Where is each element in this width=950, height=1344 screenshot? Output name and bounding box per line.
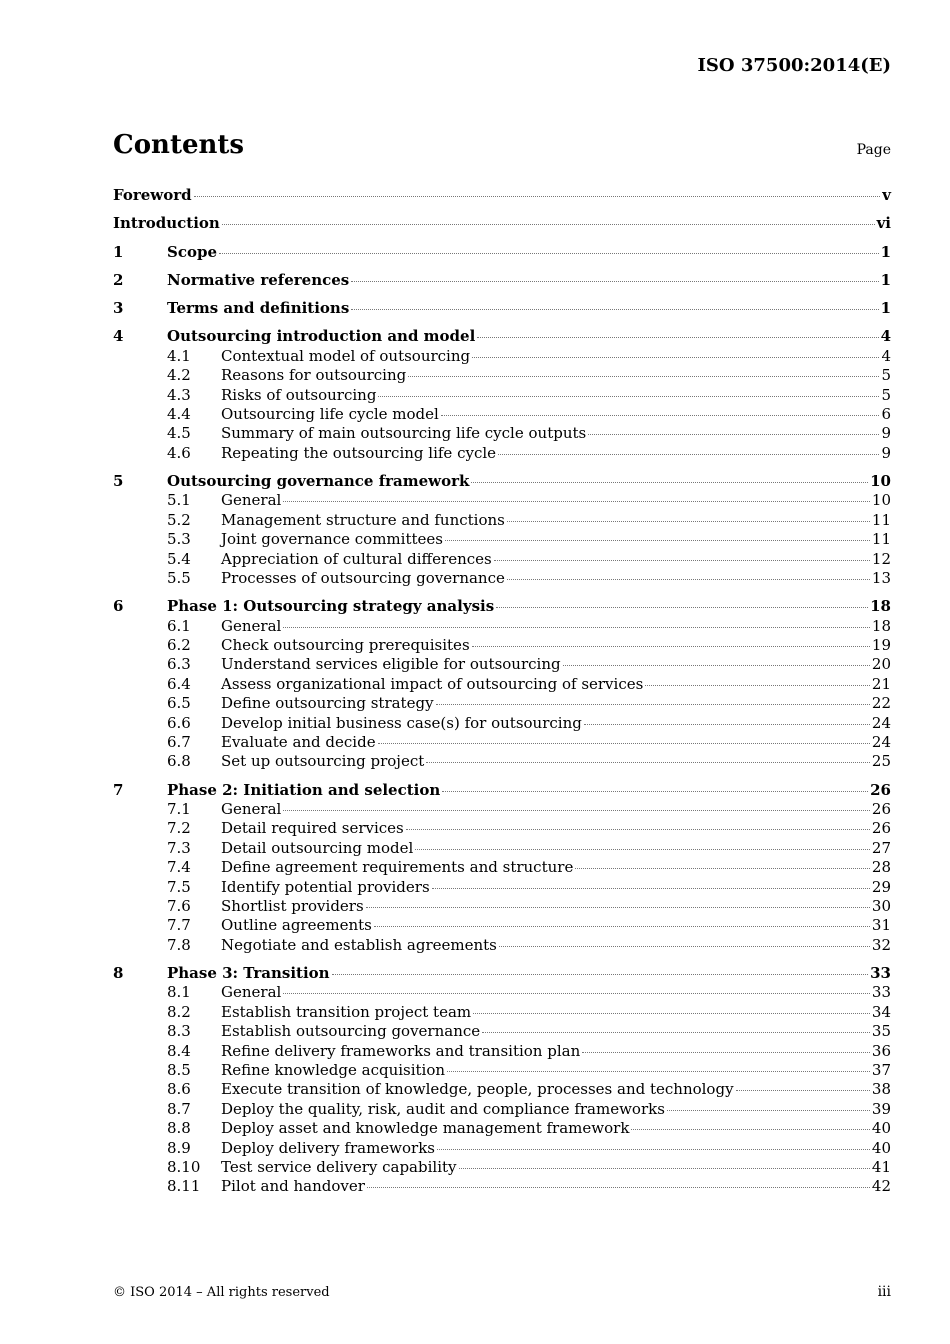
toc-entry[interactable] xyxy=(113,878,891,897)
dot-leader xyxy=(436,704,870,705)
toc-entry-title: Test service delivery capability xyxy=(221,1157,457,1176)
toc-entry-title: General xyxy=(221,800,282,819)
toc-entry-title: Introduction xyxy=(113,214,220,233)
toc-entry-number: 7.2 xyxy=(167,819,191,838)
dot-leader xyxy=(482,1032,870,1033)
toc-entry-page: 26 xyxy=(870,780,891,799)
toc-entry[interactable] xyxy=(113,636,891,655)
dot-leader xyxy=(472,646,870,647)
toc-entry-page: 10 xyxy=(871,491,891,510)
toc-entry[interactable] xyxy=(113,1100,891,1119)
toc-entry[interactable] xyxy=(113,327,891,346)
toc-entry-title: Define agreement requirements and structure xyxy=(221,858,574,877)
dot-leader xyxy=(332,974,869,975)
dot-leader xyxy=(445,540,870,541)
toc-entry-page: 36 xyxy=(871,1041,891,1060)
toc-entry-page: 34 xyxy=(871,1002,891,1021)
toc-entry-page: 26 xyxy=(871,819,891,838)
page-number: iii xyxy=(877,1284,891,1300)
toc-entry-page: 39 xyxy=(871,1099,891,1118)
toc-entry-number: 8.5 xyxy=(167,1061,191,1080)
toc-entry-number: 1 xyxy=(113,242,124,261)
dot-leader xyxy=(378,743,870,744)
toc-entry-page: 1 xyxy=(880,270,891,289)
toc-entry-number: 4.4 xyxy=(167,404,191,423)
dot-leader xyxy=(283,627,870,628)
toc-entry-number: 6.2 xyxy=(167,636,191,655)
toc-entry-title: Establish transition project team xyxy=(221,1002,472,1021)
toc-entry-page: 18 xyxy=(870,597,891,616)
dot-leader xyxy=(378,396,879,397)
dot-leader xyxy=(736,1090,870,1091)
toc-entry[interactable] xyxy=(113,186,891,205)
toc-entry-title: Normative references xyxy=(167,270,350,289)
dot-leader xyxy=(219,253,879,254)
toc-entry-number: 8.2 xyxy=(167,1002,191,1021)
toc-entry[interactable] xyxy=(113,530,891,549)
dot-leader xyxy=(498,454,879,455)
toc-entry[interactable] xyxy=(113,819,891,838)
dot-leader xyxy=(283,810,870,811)
toc-entry-number: 8.10 xyxy=(167,1157,201,1176)
toc-entry-title: Phase 2: Initiation and selection xyxy=(167,780,441,799)
toc-entry[interactable] xyxy=(113,347,891,366)
toc-entry-title: Phase 1: Outsourcing strategy analysis xyxy=(167,597,495,616)
toc-entry-title: Execute transition of knowledge, people, processes and technology xyxy=(221,1080,734,1099)
toc-entry-number: 5.4 xyxy=(167,549,191,568)
toc-entry-title: Phase 3: Transition xyxy=(167,964,330,983)
toc-entry[interactable] xyxy=(113,491,891,510)
dot-leader xyxy=(507,521,870,522)
toc-entry[interactable] xyxy=(113,752,891,771)
dot-leader xyxy=(631,1129,870,1130)
toc-entry[interactable] xyxy=(113,1139,891,1158)
toc-entry[interactable] xyxy=(113,444,891,463)
toc-entry-page: 26 xyxy=(871,800,891,819)
toc-entry-number: 4 xyxy=(113,327,124,346)
toc-entry[interactable] xyxy=(113,733,891,752)
dot-leader xyxy=(477,337,878,338)
toc-entry-number: 6.6 xyxy=(167,713,191,732)
toc-entry[interactable] xyxy=(113,1003,891,1022)
toc-entry[interactable] xyxy=(113,1022,891,1041)
toc-entry-page: 10 xyxy=(870,472,891,491)
toc-entry-page: 13 xyxy=(871,568,891,587)
toc-entry-title: General xyxy=(221,491,282,510)
toc-entry-page: 38 xyxy=(871,1080,891,1099)
toc-entry-number: 4.3 xyxy=(167,385,191,404)
toc-entry-number: 8.4 xyxy=(167,1041,191,1060)
toc-entry[interactable] xyxy=(113,1119,891,1138)
toc-entry-title: Deploy the quality, risk, audit and compliance frameworks xyxy=(221,1099,665,1118)
toc-entry-title: Pilot and handover xyxy=(221,1177,365,1196)
toc-entry-title: Joint governance committees xyxy=(221,530,443,549)
dot-leader xyxy=(575,868,870,869)
dot-leader xyxy=(563,665,870,666)
toc-entry-title: Set up outsourcing project xyxy=(221,752,425,771)
dot-leader xyxy=(283,993,870,994)
toc-entry-number: 6.4 xyxy=(167,674,191,693)
toc-entry-number: 6.3 xyxy=(167,655,191,674)
toc-entry-title: Evaluate and decide xyxy=(221,733,376,751)
toc-entry-title: Outline agreements xyxy=(221,916,372,935)
toc-entry-number: 5.5 xyxy=(167,568,191,587)
dot-leader xyxy=(366,907,870,908)
toc-entry-number: 3 xyxy=(113,299,124,318)
toc-entry[interactable] xyxy=(113,472,891,491)
toc-entry-number: 6.1 xyxy=(167,616,191,635)
toc-entry-title: Terms and definitions xyxy=(167,299,350,318)
toc-entry-page: 4 xyxy=(880,327,891,346)
toc-entry-number: 7 xyxy=(113,780,124,799)
toc-entry-number: 8.9 xyxy=(167,1138,191,1157)
toc-entry-title: Define outsourcing strategy xyxy=(221,694,434,713)
toc-entry[interactable] xyxy=(113,511,891,530)
toc-entry-page: vi xyxy=(876,214,891,233)
dot-leader xyxy=(194,196,881,197)
toc-entry[interactable] xyxy=(113,1177,891,1196)
toc-entry-page: 40 xyxy=(871,1138,891,1157)
toc-entry[interactable] xyxy=(113,271,891,290)
toc-entry-number: 8.7 xyxy=(167,1099,191,1118)
toc-entry-title: Contextual model of outsourcing xyxy=(221,346,471,365)
toc-entry-title: Scope xyxy=(167,242,218,261)
toc-entry[interactable] xyxy=(113,858,891,877)
toc-entry[interactable] xyxy=(113,694,891,713)
toc-entry[interactable] xyxy=(113,243,891,262)
toc-entry-title: Refine knowledge acquisition xyxy=(221,1061,446,1080)
toc-entry-page: 32 xyxy=(871,935,891,954)
toc-entry-page: 31 xyxy=(871,916,891,935)
toc-entry-title: Deploy delivery frameworks xyxy=(221,1138,436,1157)
toc-entry[interactable] xyxy=(113,299,891,318)
toc-entry-number: 7.3 xyxy=(167,838,191,857)
toc-entry-page: 41 xyxy=(871,1157,891,1176)
toc-entry-number: 5.2 xyxy=(167,510,191,529)
toc-entry-title: Repeating the outsourcing life cycle xyxy=(221,443,497,462)
toc-entry-page: 40 xyxy=(871,1119,891,1138)
toc-entry[interactable] xyxy=(113,839,891,858)
toc-entry-title: Outsourcing life cycle model xyxy=(221,404,439,423)
dot-leader xyxy=(426,762,870,763)
toc-entry-page: 1 xyxy=(880,242,891,261)
toc-entry-number: 6.8 xyxy=(167,752,191,771)
toc-entry[interactable] xyxy=(113,386,891,405)
toc-entry-title: Appreciation of cultural differences xyxy=(221,549,492,568)
toc-entry-page: 29 xyxy=(871,877,891,896)
toc-entry[interactable] xyxy=(113,936,891,955)
toc-entry-page: v xyxy=(882,186,891,204)
page-column-label: Page xyxy=(856,142,891,158)
toc-entry-page: 28 xyxy=(871,858,891,877)
toc-entry[interactable] xyxy=(113,617,891,636)
toc-entry-page: 21 xyxy=(871,674,891,693)
toc-entry-number: 5.1 xyxy=(167,491,191,510)
toc-entry[interactable] xyxy=(113,424,891,443)
toc-entry-number: 7.5 xyxy=(167,877,191,896)
toc-entry-page: 24 xyxy=(871,733,891,751)
toc-entry[interactable] xyxy=(113,916,891,935)
toc-entry[interactable] xyxy=(113,405,891,424)
toc-entry-title: Detail outsourcing model xyxy=(221,838,414,857)
dot-leader xyxy=(588,434,879,435)
dot-leader xyxy=(351,281,878,282)
toc-entry[interactable] xyxy=(113,569,891,588)
toc-entry-page: 11 xyxy=(871,510,891,529)
toc-entry-page: 35 xyxy=(871,1022,891,1041)
toc-entry-number: 2 xyxy=(113,270,124,289)
toc-entry-number: 4.6 xyxy=(167,443,191,462)
dot-leader xyxy=(283,501,870,502)
toc-entry-title: Risks of outsourcing xyxy=(221,385,377,404)
toc-entry-page: 1 xyxy=(880,299,891,318)
toc-entry-title: Reasons for outsourcing xyxy=(221,366,407,385)
toc-entry-title: Foreword xyxy=(113,186,192,204)
dot-leader xyxy=(351,309,878,310)
toc-entry-number: 6 xyxy=(113,597,124,616)
toc-entry-page: 37 xyxy=(871,1061,891,1080)
toc-entry-title: Shortlist providers xyxy=(221,897,364,916)
toc-entry-page: 6 xyxy=(881,404,891,423)
toc-entry-number: 5.3 xyxy=(167,530,191,549)
toc-entry[interactable] xyxy=(113,897,891,916)
document-id: ISO 37500:2014(E) xyxy=(697,55,891,76)
toc-entry-number: 8 xyxy=(113,964,124,983)
page-title: Contents xyxy=(113,130,245,160)
dot-leader xyxy=(507,579,870,580)
toc-entry[interactable] xyxy=(113,1158,891,1177)
toc-entry-title: Outsourcing governance framework xyxy=(167,472,470,491)
toc-entry-page: 5 xyxy=(881,385,891,404)
toc-entry-page: 11 xyxy=(871,530,891,549)
toc-entry-title: Develop initial business case(s) for outsourcing xyxy=(221,713,582,732)
toc-entry-page: 33 xyxy=(871,983,891,1002)
dot-leader xyxy=(441,415,880,416)
toc-entry-page: 22 xyxy=(871,694,891,713)
toc-entry-title: Establish outsourcing governance xyxy=(221,1022,481,1041)
toc-entry-page: 30 xyxy=(871,897,891,916)
dot-leader xyxy=(447,1071,870,1072)
dot-leader xyxy=(667,1110,870,1111)
toc-entry-page: 5 xyxy=(881,366,891,385)
toc-entry-number: 8.11 xyxy=(167,1177,201,1196)
dot-leader xyxy=(222,224,875,225)
toc-entry[interactable] xyxy=(113,714,891,733)
toc-entry[interactable] xyxy=(113,781,891,800)
toc-entry-number: 8.6 xyxy=(167,1080,191,1099)
toc-entry-page: 19 xyxy=(871,636,891,655)
toc-entry[interactable] xyxy=(113,800,891,819)
toc-entry-title: Management structure and functions xyxy=(221,510,505,529)
toc-entry-title: General xyxy=(221,983,282,1002)
toc-entry-number: 5 xyxy=(113,472,124,491)
dot-leader xyxy=(432,888,870,889)
toc-entry-number: 4.5 xyxy=(167,424,191,443)
toc-entry[interactable] xyxy=(113,1080,891,1099)
dot-leader xyxy=(472,357,879,358)
toc-entry-number: 6.5 xyxy=(167,694,191,713)
toc-entry[interactable] xyxy=(113,964,891,983)
toc-entry[interactable] xyxy=(113,214,891,233)
toc-entry-title: Assess organizational impact of outsourcing of services xyxy=(221,674,644,693)
dot-leader xyxy=(415,849,870,850)
toc-entry-page: 27 xyxy=(871,838,891,857)
dot-leader xyxy=(442,791,868,792)
toc-entry-page: 9 xyxy=(881,443,891,462)
toc-entry[interactable] xyxy=(113,983,891,1002)
toc-entry-title: Outsourcing introduction and model xyxy=(167,327,476,346)
toc-entry-title: Detail required services xyxy=(221,819,404,838)
toc-entry-page: 4 xyxy=(881,346,891,365)
toc-entry-page: 33 xyxy=(870,964,891,983)
dot-leader xyxy=(459,1168,870,1169)
toc-entry-page: 20 xyxy=(871,655,891,674)
dot-leader xyxy=(584,724,870,725)
toc-entry-title: Deploy asset and knowledge management framework xyxy=(221,1119,630,1138)
dot-leader xyxy=(473,1013,870,1014)
dot-leader xyxy=(582,1052,870,1053)
toc-entry[interactable] xyxy=(113,1042,891,1061)
dot-leader xyxy=(499,946,870,947)
dot-leader xyxy=(374,926,870,927)
toc-entry-page: 42 xyxy=(871,1177,891,1196)
toc-entry-title: Negotiate and establish agreements xyxy=(221,935,497,954)
toc-entry-title: Check outsourcing prerequisites xyxy=(221,636,470,655)
toc-entry-number: 7.6 xyxy=(167,897,191,916)
toc-entry-page: 18 xyxy=(871,616,891,635)
toc-entry-number: 7.8 xyxy=(167,935,191,954)
table-of-contents xyxy=(113,186,891,1197)
toc-entry-title: General xyxy=(221,616,282,635)
toc-entry-number: 7.1 xyxy=(167,800,191,819)
toc-entry-number: 8.3 xyxy=(167,1022,191,1041)
toc-entry-page: 25 xyxy=(871,752,891,771)
dot-leader xyxy=(437,1149,870,1150)
toc-entry-number: 6.7 xyxy=(167,733,191,751)
toc-entry-title: Identify potential providers xyxy=(221,877,430,896)
toc-entry[interactable] xyxy=(113,597,891,616)
toc-entry[interactable] xyxy=(113,550,891,569)
toc-entry-number: 8.1 xyxy=(167,983,191,1002)
dot-leader xyxy=(367,1187,870,1188)
dot-leader xyxy=(471,482,868,483)
toc-entry-number: 4.1 xyxy=(167,346,191,365)
toc-entry-page: 12 xyxy=(871,549,891,568)
toc-entry[interactable] xyxy=(113,675,891,694)
dot-leader xyxy=(645,685,870,686)
toc-entry-page: 9 xyxy=(881,424,891,443)
dot-leader xyxy=(494,560,870,561)
toc-entry-number: 7.4 xyxy=(167,858,191,877)
toc-entry-number: 7.7 xyxy=(167,916,191,935)
toc-entry-page: 24 xyxy=(871,713,891,732)
toc-entry[interactable] xyxy=(113,366,891,385)
toc-entry-title: Refine delivery frameworks and transition plan xyxy=(221,1041,581,1060)
toc-entry-title: Summary of main outsourcing life cycle outputs xyxy=(221,424,587,443)
toc-entry-number: 4.2 xyxy=(167,366,191,385)
toc-entry[interactable] xyxy=(113,655,891,674)
toc-entry-title: Understand services eligible for outsourcing xyxy=(221,655,561,674)
copyright-notice: © ISO 2014 – All rights reserved xyxy=(113,1285,330,1300)
dot-leader xyxy=(406,829,870,830)
toc-entry-number: 8.8 xyxy=(167,1119,191,1138)
dot-leader xyxy=(496,607,868,608)
toc-entry-title: Processes of outsourcing governance xyxy=(221,568,505,587)
toc-entry[interactable] xyxy=(113,1061,891,1080)
dot-leader xyxy=(408,376,879,377)
